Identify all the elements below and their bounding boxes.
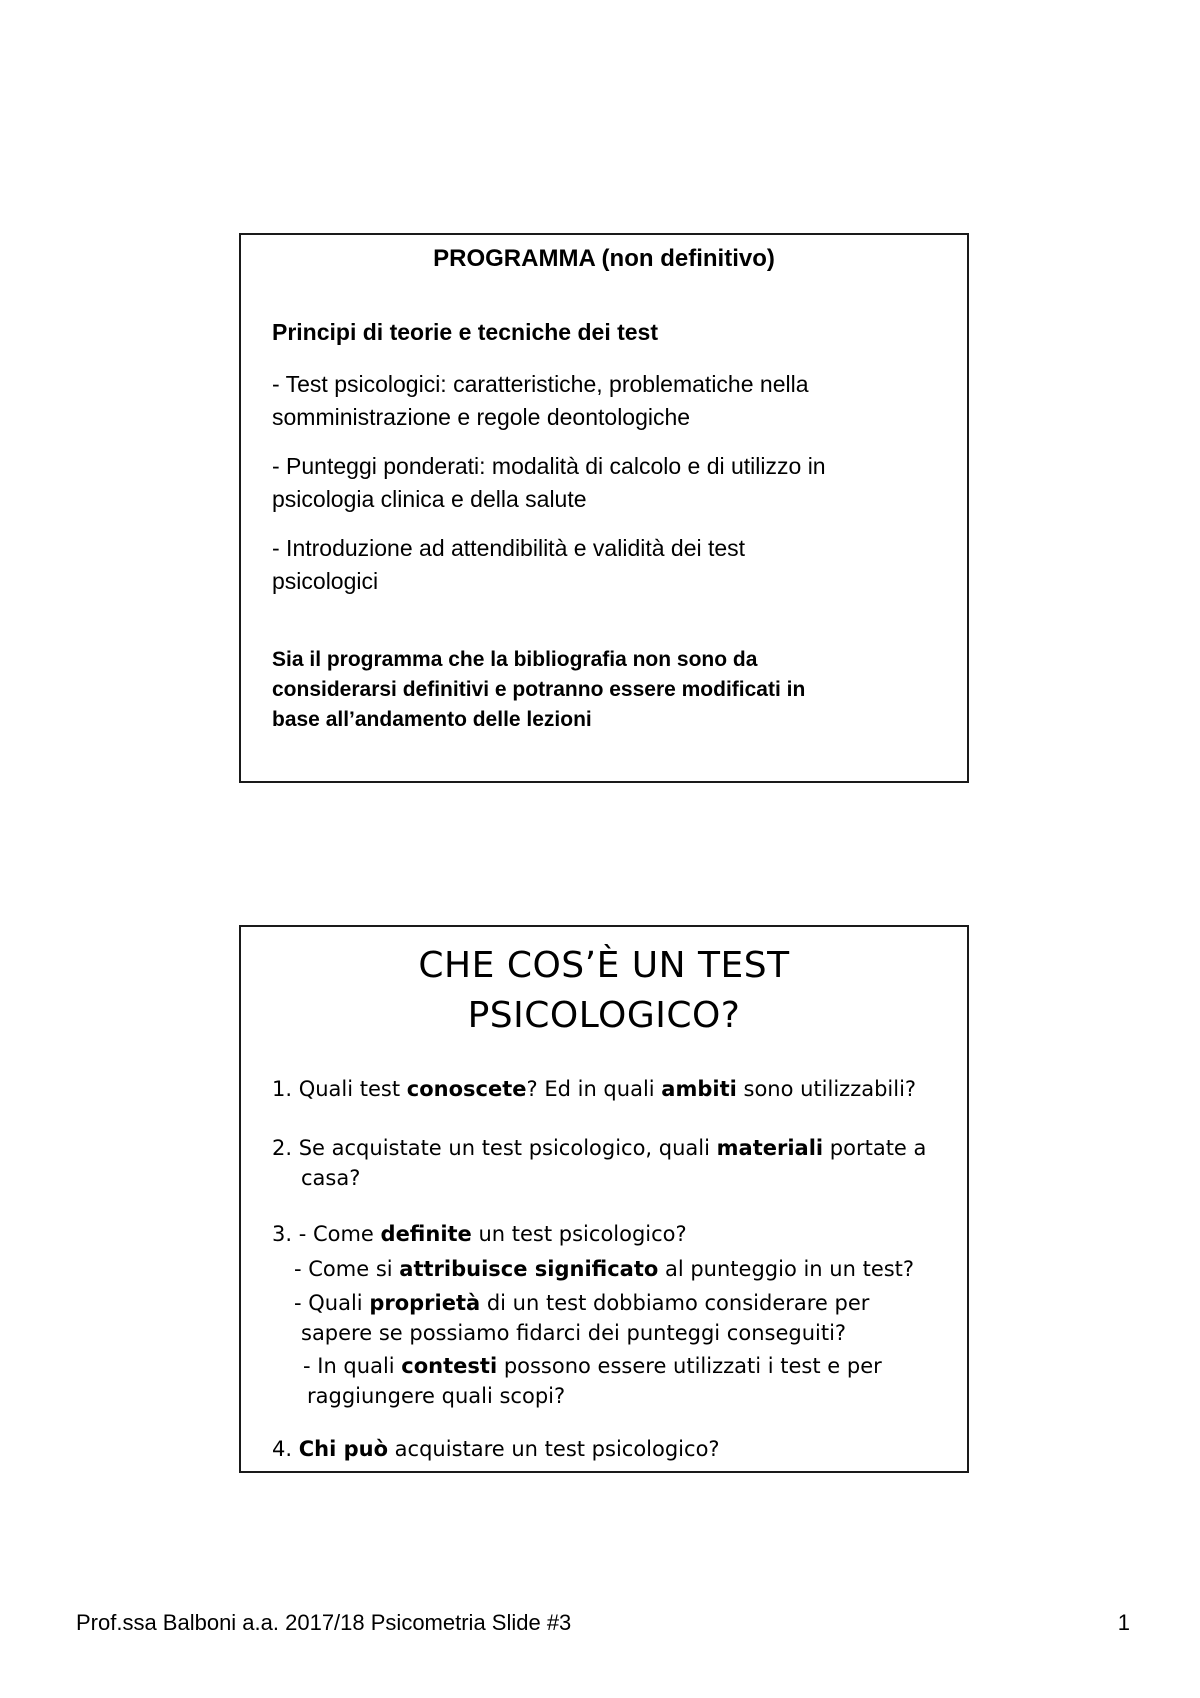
question-text: - In quali — [303, 1354, 402, 1378]
question-text: portate a — [823, 1136, 927, 1160]
program-note — [272, 645, 912, 735]
slide-subtitle: Principi di teorie e tecniche dei test — [272, 319, 659, 345]
note-line: Sia il programma che la bibliografia non sono da — [272, 648, 758, 671]
program-item-line: somministrazione e regole deontologiche — [272, 404, 691, 430]
question-3d — [303, 1351, 882, 1381]
page-number: 1 — [1117, 1610, 1130, 1635]
question-text: un test psicologico? — [471, 1222, 687, 1246]
note-line: considerarsi definitivi e potranno essere modificati in — [272, 678, 806, 701]
question-text: 2. Se acquistate un test psicologico, quali — [272, 1136, 717, 1160]
question-text: 4. — [272, 1437, 299, 1461]
question-text: sono utilizzabili? — [736, 1077, 917, 1101]
question-keyword: conoscete — [406, 1077, 527, 1101]
question-text: 3. - Come — [272, 1222, 381, 1246]
program-item-line: psicologia clinica e della salute — [272, 486, 587, 512]
question-keyword: attribuisce significato — [399, 1257, 659, 1281]
title-line: PSICOLOGICO? — [467, 995, 741, 1036]
note-line: base all’andamento delle lezioni — [272, 708, 592, 731]
question-text: possono essere utilizzati i test e per — [497, 1354, 882, 1378]
question-text: - Come si — [294, 1257, 400, 1281]
question-3d-continuation: raggiungere quali scopi? — [307, 1384, 566, 1408]
program-item-line: - Test psicologici: caratteristiche, problematiche nella — [272, 371, 809, 397]
question-3c-continuation: sapere se possiamo fidarci dei punteggi conseguiti? — [301, 1321, 847, 1345]
question-3c — [294, 1288, 869, 1318]
program-item-line: - Introduzione ad attendibilità e validità dei test — [272, 535, 746, 561]
slide-title — [241, 941, 967, 1041]
question-3a — [272, 1219, 687, 1249]
question-text: acquistare un test psicologico? — [388, 1437, 720, 1461]
program-item — [272, 450, 952, 516]
question-text: ? Ed in quali — [526, 1077, 662, 1101]
question-keyword: Chi può — [298, 1437, 388, 1461]
question-2 — [272, 1133, 926, 1163]
question-1 — [272, 1074, 916, 1104]
program-item — [272, 532, 952, 598]
footer-text: Prof.ssa Balboni a.a. 2017/18 Psicometria Slide #3 — [76, 1610, 572, 1635]
question-2-continuation: casa? — [301, 1166, 361, 1190]
question-keyword: definite — [380, 1222, 472, 1246]
question-keyword: proprietà — [369, 1291, 481, 1315]
question-text: di un test dobbiamo considerare per — [480, 1291, 870, 1315]
question-keyword: materiali — [716, 1136, 824, 1160]
slide-test-psicologico — [239, 925, 969, 1473]
question-text: 1. Quali test — [272, 1077, 407, 1101]
question-3b — [294, 1254, 914, 1284]
slide-title: PROGRAMMA (non definitivo) — [433, 245, 775, 272]
program-item — [272, 368, 952, 434]
question-text: al punteggio in un test? — [658, 1257, 915, 1281]
program-item-line: psicologici — [272, 568, 379, 594]
title-line: CHE COS’È UN TEST — [418, 945, 790, 986]
slide-programma — [239, 233, 969, 783]
question-text: - Quali — [294, 1291, 370, 1315]
program-item-line: - Punteggi ponderati: modalità di calcolo e di utilizzo in — [272, 453, 826, 479]
question-4 — [272, 1434, 720, 1464]
question-keyword: ambiti — [661, 1077, 737, 1101]
question-keyword: contesti — [401, 1354, 498, 1378]
